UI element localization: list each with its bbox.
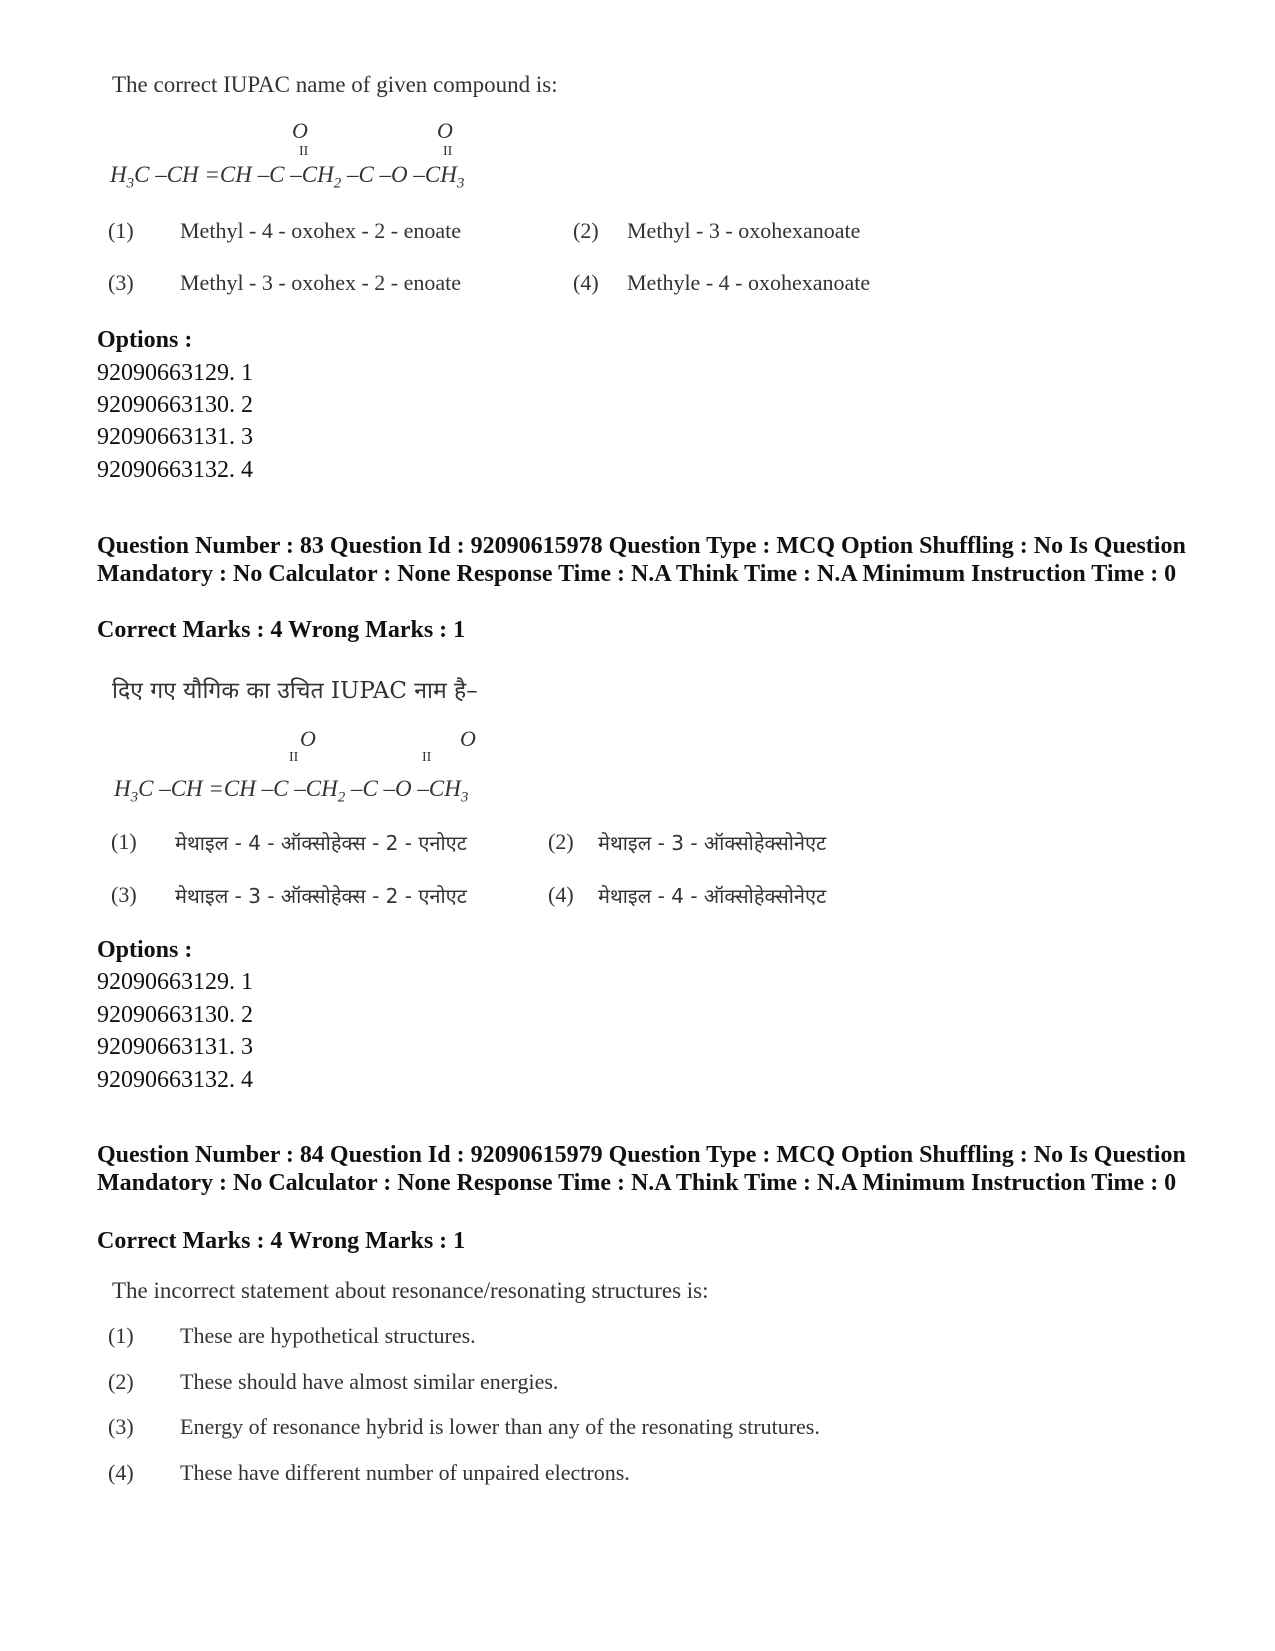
question-82-text: The correct IUPAC name of given compound is: — [112, 72, 558, 97]
question-84-text: The incorrect statement about resonance/resonating structures is: — [112, 1278, 709, 1303]
choice-text: Energy of resonance hybrid is lower than any of the resonating strutures. — [180, 1414, 820, 1439]
option-line: 92090663132. 4 — [97, 1067, 253, 1093]
double-bond-2: II — [422, 750, 432, 765]
chemical-formula: $H_3C$ –CH =CH –C $-CH_2$ –C –O $-CH_3$ — [110, 162, 465, 192]
choice-text: मेथाइल - 3 - ऑक्सोहेक्सोनेएट — [598, 831, 827, 855]
option-line: 92090663131. 3 — [97, 1034, 253, 1060]
choice-num: (2) — [548, 829, 574, 854]
question-84-marks: Correct Marks : 4 Wrong Marks : 1 — [97, 1228, 466, 1254]
choice-num: (4) — [548, 882, 574, 907]
option-line: 92090663129. 1 — [97, 969, 253, 995]
choice-num: (3) — [111, 882, 137, 907]
carbonyl-oxygen-1: O — [300, 726, 316, 751]
double-bond-2: II — [443, 144, 453, 159]
double-bond-1: II — [289, 750, 299, 765]
option-line: 92090663130. 2 — [97, 392, 253, 418]
choice-num: (1) — [111, 829, 137, 854]
choice-text: Methyle - 4 - oxohexanoate — [627, 270, 871, 295]
choice-num: (1) — [108, 218, 134, 243]
structure-83 — [112, 724, 532, 804]
choice-text: मेथाइल - 3 - ऑक्सोहेक्स - 2 - एनोएट — [175, 884, 467, 908]
choice-text: Methyl - 3 - oxohexanoate — [627, 218, 861, 243]
carbonyl-oxygen-2: O — [437, 118, 453, 143]
choice-num: (4) — [573, 270, 599, 295]
option-line: 92090663131. 3 — [97, 424, 253, 450]
choice-text: These have different number of unpaired electrons. — [180, 1460, 630, 1485]
choice-text: Methyl - 3 - oxohex - 2 - enoate — [180, 270, 462, 295]
choice-text: These are hypothetical structures. — [180, 1323, 476, 1348]
choice-num: (4) — [108, 1460, 134, 1485]
question-83-text: दिए गए यौगिक का उचित IUPAC नाम है– — [112, 678, 478, 704]
double-bond-1: II — [299, 144, 309, 159]
choice-num: (3) — [108, 1414, 134, 1439]
option-line: 92090663130. 2 — [97, 1002, 253, 1028]
choice-text: Methyl - 4 - oxohex - 2 - enoate — [180, 218, 462, 243]
choice-text: These should have almost similar energies. — [180, 1369, 559, 1394]
choice-num: (1) — [108, 1323, 134, 1348]
option-line: 92090663129. 1 — [97, 360, 253, 386]
carbonyl-oxygen-1: O — [292, 118, 308, 143]
choice-num: (2) — [573, 218, 599, 243]
options-label: Options : — [97, 937, 193, 963]
question-84-meta: Question Number : 84 Question Id : 92090615979 Question Type : MCQ Option Shuffling : No Is Question Mandatory : No Calculator : None Response Time : N.A Think Time : N.A Minimum Instruction Time : 0 — [97, 1142, 1186, 1196]
chemical-formula: $H_3C$ –CH =CH –C $-CH_2$ –C –O $-CH_3$ — [114, 776, 469, 806]
option-line: 92090663132. 4 — [97, 457, 253, 483]
choice-text: मेथाइल - 4 - ऑक्सोहेक्स - 2 - एनोएट — [175, 831, 467, 855]
carbonyl-oxygen-2: O — [460, 726, 476, 751]
choice-text: मेथाइल - 4 - ऑक्सोहेक्सोनेएट — [598, 884, 827, 908]
question-83-marks: Correct Marks : 4 Wrong Marks : 1 — [97, 617, 466, 643]
choice-num: (2) — [108, 1369, 134, 1394]
question-83-meta: Question Number : 83 Question Id : 92090615978 Question Type : MCQ Option Shuffling : No Is Question Mandatory : No Calculator : None Response Time : N.A Think Time : N.A Minimum Instruction Time : 0 — [97, 533, 1186, 587]
structure-82 — [108, 118, 548, 198]
choice-num: (3) — [108, 270, 134, 295]
options-label: Options : — [97, 327, 193, 353]
